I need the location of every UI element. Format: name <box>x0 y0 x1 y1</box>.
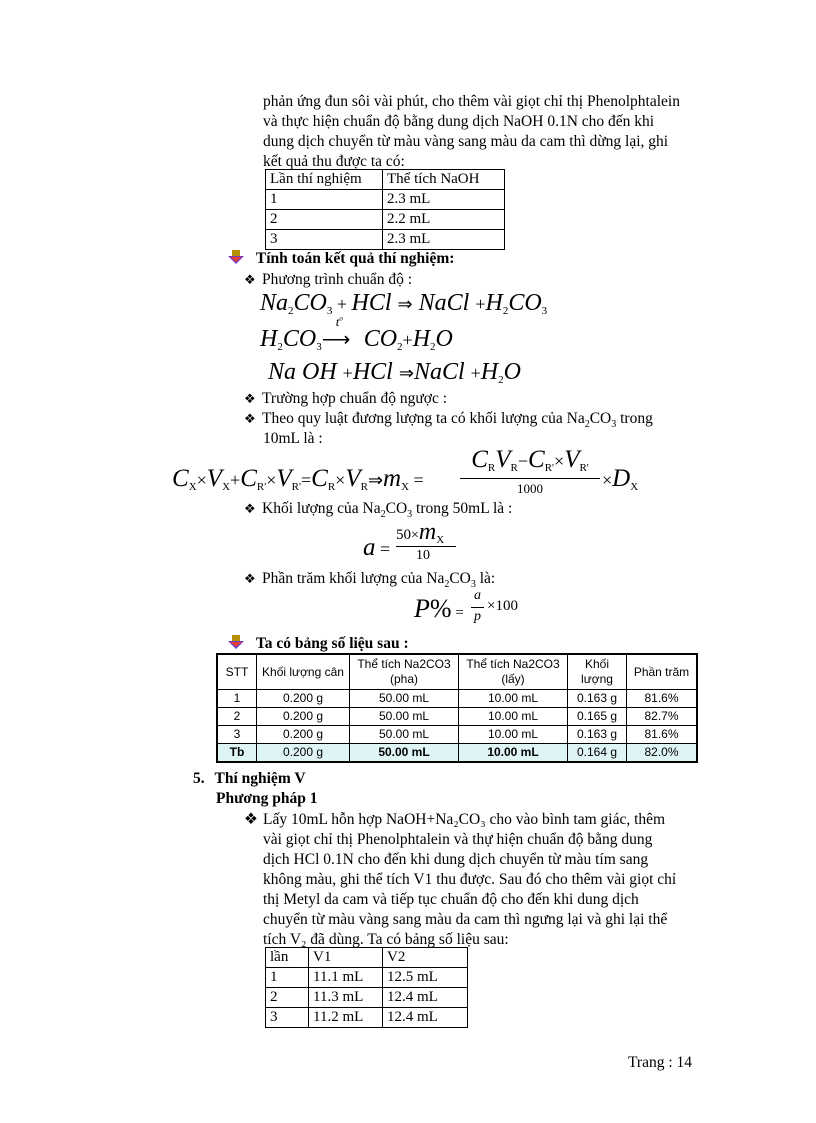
bullet-text: Phần trăm khối lượng của Na <box>262 570 445 587</box>
formula-denominator: 1000 <box>517 481 543 496</box>
table-header-cell: lần <box>266 948 309 968</box>
table-cell: 11.1 mL <box>309 968 383 988</box>
formula-100: 100 <box>495 598 518 614</box>
table-row <box>266 230 505 250</box>
table-header-row <box>217 654 697 690</box>
table-header-cell: Phần trăm <box>627 654 698 690</box>
bullet-percent: ❖ Phần trăm khối lượng của $Na_2CO_3$ là: <box>244 570 496 591</box>
method-line: chuyển từ màu vàng sang màu da cam thì ngưng lại và ghi lại thể <box>263 911 668 928</box>
table-cell: 3 <box>266 1008 309 1028</box>
bullet-text: CO <box>589 410 612 427</box>
table-cell: 50.00 mL <box>350 708 459 726</box>
table-cell: 82.0% <box>627 744 698 763</box>
fraction-bar <box>396 546 456 547</box>
method-line: không màu, ghi thể tích V1 thu được. Sau đó cho thêm vài giọt chỉ <box>263 871 677 888</box>
bullet-reverse <box>244 389 447 409</box>
bullet-text: trong <box>616 410 653 427</box>
table-cell: 1 <box>266 968 309 988</box>
arrow-down-icon <box>228 249 246 265</box>
table-cell: 10.00 mL <box>459 726 568 744</box>
table-cell: 10.00 mL <box>459 708 568 726</box>
formula-percent-num: a <box>474 588 481 603</box>
table-cell: 2.3 mL <box>383 190 505 210</box>
table-row <box>217 726 697 744</box>
method-line: thị Metyl da cam và tiếp tục chuẩn độ cho đến khi dung dịch <box>263 891 639 908</box>
table-average-row <box>217 744 697 763</box>
data-heading <box>228 634 409 653</box>
intro-line: phản ứng đun sôi vài phút, cho thêm vài giọt chỉ thị Phenolphtalein <box>263 93 680 110</box>
intro-line: kết quả thu được ta có: <box>263 153 405 170</box>
formula-percent-den: p <box>474 609 481 624</box>
table-cell: 2 <box>266 210 383 230</box>
table-cell: 0.200 g <box>257 708 350 726</box>
table-header-cell: V1 <box>309 948 383 968</box>
method-line: tích V₂ đã dùng. Ta có bảng số liệu sau: <box>263 931 509 948</box>
bullet-text: là: <box>475 570 496 587</box>
table-cell: 1 <box>217 690 257 708</box>
method-line: vài giọt chỉ thị Phenolphtalein và thự hiện chuẩn độ bằng dung <box>263 831 653 848</box>
arrow-down-icon <box>228 634 246 650</box>
table-cell: 0.200 g <box>257 744 350 763</box>
page-number: Trang : 14 <box>628 1054 693 1071</box>
table-cell: Tb <box>217 744 257 763</box>
results-table <box>216 653 698 763</box>
equation-2: $H_2CO_3$ $t^o$ ⟶ $CO_2+H_2O$ <box>260 314 453 353</box>
formula-50: 50 <box>396 527 411 543</box>
table-row <box>217 708 697 726</box>
table-cell: 50.00 mL <box>350 744 459 763</box>
formula-dx: $\times D_X$ <box>602 465 639 493</box>
table-row <box>266 1008 468 1028</box>
bullet-text: Trường hợp chuẩn độ ngược : <box>262 390 448 407</box>
table-header-cell: Khối lượng cân <box>257 654 350 690</box>
table-row <box>266 968 468 988</box>
bullet-law-line2: 10mL là : <box>263 430 323 447</box>
bullet-text: Phương trình chuẩn độ : <box>262 271 413 288</box>
table-header-cell: Thể tích NaOH <box>383 170 505 190</box>
table-cell: 0.164 g <box>568 744 627 763</box>
diamond-bullet-icon: ❖ <box>244 571 256 586</box>
table-cell: 0.200 g <box>257 726 350 744</box>
table-cell: 10.00 mL <box>459 690 568 708</box>
table-cell: 2.3 mL <box>383 230 505 250</box>
diamond-bullet-icon: ❖ <box>244 811 258 828</box>
table-header-cell: Thể tích Na2CO3 (lấy) <box>459 654 568 690</box>
table-header-cell: STT <box>217 654 257 690</box>
bullet-law: ❖ Theo quy luật đương lượng ta có khối lượng của $Na_2CO_3$ trong <box>244 410 653 431</box>
section-number: 5. <box>193 770 205 787</box>
formula-a-numerator: $50\times m_X$ <box>396 519 445 546</box>
table-cell: 11.2 mL <box>309 1008 383 1028</box>
diamond-bullet-icon: ❖ <box>244 391 256 406</box>
bullet-text: trong 50mL là : <box>412 500 513 517</box>
table-cell: 0.165 g <box>568 708 627 726</box>
bullet-titration <box>244 270 412 290</box>
table-cell: 50.00 mL <box>350 690 459 708</box>
table-cell: 3 <box>217 726 257 744</box>
fraction-bar <box>471 607 484 608</box>
v1-v2-table <box>265 947 468 1028</box>
table-header-cell: V2 <box>383 948 468 968</box>
bullet-text: Theo quy luật đương lượng ta có khối lượng của Na <box>262 410 585 427</box>
table-cell: 2.2 mL <box>383 210 505 230</box>
table-row <box>266 210 505 230</box>
method-line: Lấy 10mL hỗn hợp NaOH+Na₂CO₃ cho vào bình tam giác, thêm <box>263 811 666 828</box>
calc-heading-text: Tính toán kết quả thí nghiệm: <box>255 250 455 267</box>
table-header-cell: Khối lượng <box>568 654 627 690</box>
table-cell: 2 <box>266 988 309 1008</box>
table-cell: 11.3 mL <box>309 988 383 1008</box>
diamond-bullet-icon: ❖ <box>244 272 256 287</box>
method-line: dịch HCl 0.1N cho đến khi dung dịch chuyển từ màu tím sang <box>263 851 649 868</box>
naoh-volume-table <box>265 169 505 250</box>
intro-line: và thực hiện chuẩn độ bằng dung dịch NaOH 0.1N cho đến khi <box>263 113 655 130</box>
table-cell: 0.163 g <box>568 690 627 708</box>
table-header-cell: Thể tích Na2CO3 (pha) <box>350 654 459 690</box>
table-cell: 50.00 mL <box>350 726 459 744</box>
fraction-bar <box>460 478 600 479</box>
formula-numerator: $C_RV_R-C_{R'}\times V_{R'}$ <box>471 446 589 474</box>
method-title: Phương pháp 1 <box>216 790 318 807</box>
table-cell: 12.5 mL <box>383 968 468 988</box>
table-cell: 82.7% <box>627 708 698 726</box>
diamond-bullet-icon: ❖ <box>244 411 256 426</box>
formula-percent-lhs: P% = <box>414 594 464 623</box>
bullet-text: Khối lượng của Na <box>262 500 381 517</box>
table-cell: 3 <box>266 230 383 250</box>
section-title: Thí nghiệm V <box>214 770 306 787</box>
equivalent-law-lhs: $C_X\times V_X+C_{R'}\times V_{R'}=C_R\times V_R\Rightarrow m_X$ = <box>172 465 424 493</box>
table-header-row <box>266 170 505 190</box>
table-cell: 12.4 mL <box>383 988 468 1008</box>
formula-percent-100: ×100 <box>487 598 518 614</box>
table-cell: 0.163 g <box>568 726 627 744</box>
diamond-bullet-icon: ❖ <box>244 501 256 516</box>
table-cell: 1 <box>266 190 383 210</box>
bullet-text: CO <box>385 500 408 517</box>
table-cell: 81.6% <box>627 726 698 744</box>
bullet-text: CO <box>449 570 471 587</box>
data-heading-text: Ta có bảng số liệu sau : <box>255 635 409 652</box>
table-row <box>266 988 468 1008</box>
calc-heading <box>228 249 454 268</box>
method-paragraph <box>263 810 696 950</box>
table-header-row <box>266 948 468 968</box>
table-row <box>217 690 697 708</box>
table-cell: 0.200 g <box>257 690 350 708</box>
table-cell: 12.4 mL <box>383 1008 468 1028</box>
table-cell: 81.6% <box>627 690 698 708</box>
table-cell: 10.00 mL <box>459 744 568 763</box>
section-5-heading <box>193 770 306 788</box>
intro-line: dung dịch chuyển từ màu vàng sang màu da cam thì dừng lại, ghi <box>263 133 669 150</box>
formula-a-lhs: a = <box>363 534 391 561</box>
intro-paragraph <box>263 92 696 172</box>
bullet-mass-50: ❖ Khối lượng của $Na_2CO_3$ trong 50mL là : <box>244 500 513 521</box>
formula-a-denominator: 10 <box>416 548 430 563</box>
equation-1: $Na_2CO_3$ + HCl ⇒ NaCl $+H_2CO_3$ <box>260 290 548 317</box>
table-header-cell: Lần thí nghiệm <box>266 170 383 190</box>
formula-a: a <box>363 534 376 561</box>
equation-3: Na OH +HCl ⇒NaCl $+H_2O$ <box>268 359 521 386</box>
table-row <box>266 190 505 210</box>
table-cell: 2 <box>217 708 257 726</box>
